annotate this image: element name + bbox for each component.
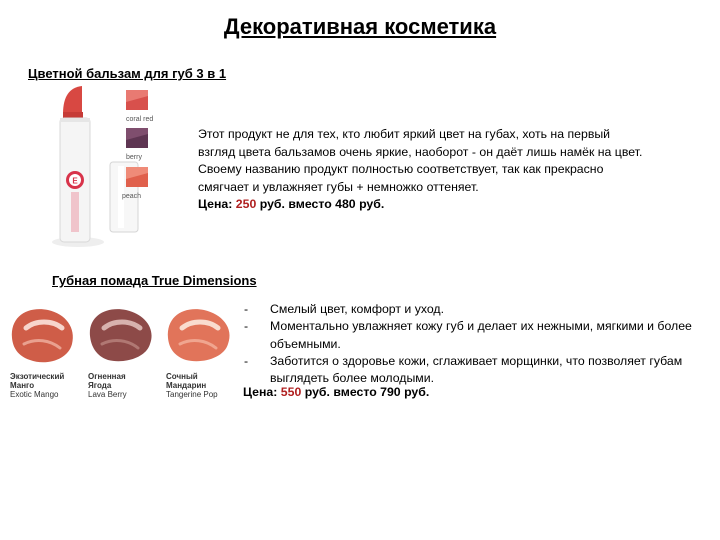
bullet-dash: -: [244, 319, 249, 334]
list-item: [244, 353, 720, 388]
balm-section-title: Цветной бальзам для губ 3 в 1: [28, 66, 227, 81]
swatch-en-name: Lava Berry: [88, 390, 127, 399]
lipstick-swatch-3: [168, 309, 230, 361]
lipstick-swatch-1: [12, 309, 73, 362]
balm-price: [198, 196, 718, 214]
swatch-ru-line: Манго: [10, 381, 35, 390]
balm-shade-3-label: peach: [122, 193, 142, 200]
lipstick-price-rest: руб. вместо 790 руб.: [304, 385, 430, 399]
page-title: Декоративная косметика: [223, 14, 497, 39]
swatch-ru-line: Сочный: [166, 372, 198, 381]
balm-shade-1-label: coral red: [126, 116, 154, 123]
bullet-dash: -: [244, 353, 249, 368]
svg-text:E: E: [72, 176, 78, 186]
balm-description: [198, 126, 718, 214]
swatch-ru-line: Огненная: [88, 372, 126, 381]
balm-description-line: взгляд цвета бальзамов очень яркие, наоборот - он даёт лишь намёк на цвет.: [198, 144, 643, 159]
balm-price-value: 250: [235, 197, 257, 211]
lipstick-price-value: 550: [280, 385, 302, 399]
balm-price-label: Цена:: [198, 197, 233, 211]
balm-description-line: смягчает и увлажняет губы + немножко оттеняет.: [198, 179, 479, 194]
balm-shade-2-label: berry: [126, 154, 142, 161]
lipstick-swatch-1-name: [10, 372, 64, 399]
list-item: [244, 301, 720, 318]
balm-shade-1: [122, 86, 152, 119]
bullet-text: Моментально увлажняет кожу губ и делает их нежными, мягкими и более объемными.: [270, 319, 692, 351]
bullet-dash: -: [244, 302, 249, 316]
balm-description-line: Этот продукт не для тех, кто любит яркий цвет на губах, хоть на первый: [198, 127, 611, 141]
lipstick-features: [244, 301, 720, 387]
swatch-en-name: Exotic Mango: [10, 390, 59, 399]
balm-shade-2: [122, 124, 152, 157]
bullet-text: Заботится о здоровье кожи, сглаживает морщинки, что позволяет губам выглядеть более молодыми.: [270, 353, 683, 386]
swatch-ru-line: Мандарин: [166, 381, 207, 390]
bullet-text: Смелый цвет, комфорт и уход.: [270, 302, 445, 316]
balm-shade-3: [122, 163, 152, 196]
lipstick-price-label: Цена:: [243, 385, 278, 399]
balm-product-image: [30, 80, 200, 255]
swatch-ru-line: Экзотический: [10, 372, 65, 381]
lipstick-swatch-3-name: [166, 372, 218, 399]
balm-price-rest: руб. вместо 480 руб.: [259, 197, 385, 211]
balm-description-line: Своему названию продукт полностью соответствует, так как прекрасно: [198, 162, 604, 176]
swatch-ru-line: Ягода: [88, 381, 112, 390]
swatch-en-name: Tangerine Pop: [166, 390, 218, 399]
lipstick-price: [243, 385, 429, 399]
lipstick-swatch-2: [90, 309, 152, 361]
list-item: [244, 318, 720, 353]
lipstick-swatch-2-name: [88, 372, 127, 399]
lipstick-section-title: Губная помада True Dimensions: [52, 273, 257, 288]
lipstick-swatches-image: [6, 298, 238, 370]
